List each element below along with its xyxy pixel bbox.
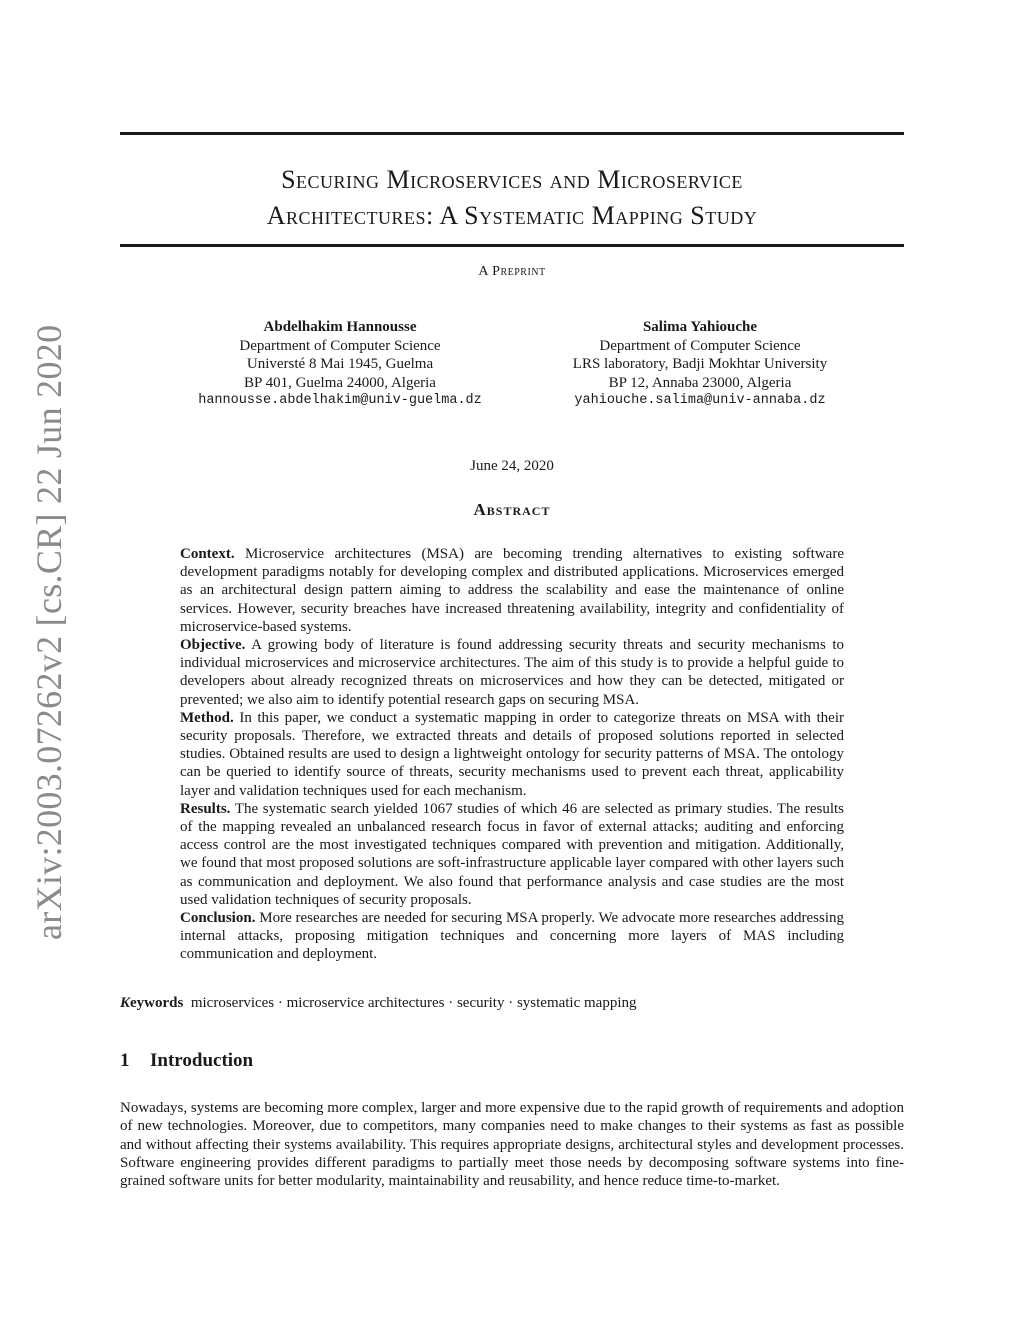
author-email[interactable]: yahiouche.salima@univ-annaba.dz <box>574 393 826 408</box>
introduction-paragraph: Nowadays, systems are becoming more complex, larger and more expensive due to the rapid growth of requirements and adoption of new technologies. Moreover, due to competitors, many companies need to make changes to their systems as fast as possible and without affecting their systems availability. This requires appropriate designs, architectural styles and development processes. Software engineering provides different paradigms to partially meet those needs by decomposing software systems into fine-grained software units for better modularity, maintainability and reusability, and hence reduce time-to-market. <box>120 1100 904 1190</box>
author-block-1 <box>170 318 510 411</box>
section-heading-introduction <box>120 1050 253 1072</box>
title-line-1: Securing Microservices and Microservice <box>281 165 743 194</box>
author-department: Department of Computer Science <box>599 337 801 354</box>
author-name: Salima Yahiouche <box>642 319 758 335</box>
section-title: Introduction <box>150 1050 254 1071</box>
arxiv-stamp[interactable]: arXiv:2003.07262v2 [cs.CR] 22 Jun 2020 <box>29 324 69 940</box>
abstract-objective <box>180 636 844 709</box>
author-department: Department of Computer Science <box>239 337 441 354</box>
title-rule-top <box>120 132 904 135</box>
context-text: Microservice architectures (MSA) are becoming trending alternatives to existing software development paradigms notably for developing complex and distributed applications. Microservices emerged as an architectural design pattern aiming to address the scalability and ease the maintenance of online services. However, security breaches have increased threatening availability, integrity and confidentiality of microservice-based systems. <box>180 546 844 635</box>
author-name: Abdelhakim Hannousse <box>263 319 417 335</box>
preprint-label: A Preprint <box>478 264 546 279</box>
abstract-results <box>180 800 844 909</box>
abstract-conclusion <box>180 909 844 964</box>
conclusion-label: Conclusion. <box>180 910 256 927</box>
keywords-label-k: K <box>120 995 131 1011</box>
title-rule-bottom <box>120 244 904 247</box>
author-address: BP 12, Annaba 23000, Algeria <box>608 374 792 391</box>
paper-title <box>120 162 904 234</box>
results-label: Results. <box>180 800 231 817</box>
keywords-line <box>120 995 904 1012</box>
section-number: 1 <box>120 1050 130 1071</box>
author-institution: LRS laboratory, Badji Mokhtar University <box>572 356 828 372</box>
paper-date: June 24, 2020 <box>470 458 554 474</box>
abstract-body <box>180 545 844 964</box>
method-text: In this paper, we conduct a systematic mapping in order to categorize threats on MSA with their security proposals. Therefore, we extracted threats and details of proposed solutions reported in selected studies. Obtained results are used to design a lightweight ontology for security patterns of MSA. The ontology can be queried to identify source of threats, security mechanisms used to prevent each threat, applicability layer and validation techniques used for each mechanism. <box>180 709 844 799</box>
context-label: Context. <box>180 546 235 562</box>
author-institution: Universté 8 Mai 1945, Guelma <box>246 356 434 372</box>
results-text: The systematic search yielded 1067 studies of which 46 are selected as primary studies. The results of the mapping revealed an unbalanced research focus in favor of external attacks; auditing and enforcing access control are the most investigated techniques compared with prevention and mitigation. Additionally, we found that most proposed solutions are soft-infrastructure applicable layer compared with other layers such as communication and deployment. We also found that performance analysis and case studies are the most used validation techniques of security proposals. <box>180 800 844 908</box>
abstract-method <box>180 709 844 800</box>
abstract-context <box>180 545 844 636</box>
keywords-label <box>120 995 183 1011</box>
objective-label: Objective. <box>180 637 246 654</box>
keywords-label-rest: eywords <box>130 995 184 1011</box>
introduction-body <box>120 1099 904 1190</box>
abstract-heading: Abstract <box>473 500 551 519</box>
keywords-text: microservices · microservice architectures · security · systematic mapping <box>190 995 637 1011</box>
author-block-2 <box>530 318 870 411</box>
objective-text: A growing body of literature is found addressing security threats and security mechanisms to individual microservices and microservice architectures. The aim of this study is to provide a helpful guide to developers about already recognized threats on microservices and how they can be detected, mitigated or prevented; we also aim to identify potential research gaps on securing MSA. <box>180 637 844 708</box>
author-email[interactable]: hannousse.abdelhakim@univ-guelma.dz <box>198 393 482 408</box>
method-label: Method. <box>180 709 234 726</box>
author-address: BP 401, Guelma 24000, Algeria <box>244 374 436 391</box>
title-line-2: Architectures: A Systematic Mapping Study <box>266 201 758 230</box>
conclusion-text: More researches are needed for securing MSA properly. We advocate more researches addressing internal attacks, proposing mitigation techniques and concerning more layers of MAS including communication and deployment. <box>180 910 844 963</box>
